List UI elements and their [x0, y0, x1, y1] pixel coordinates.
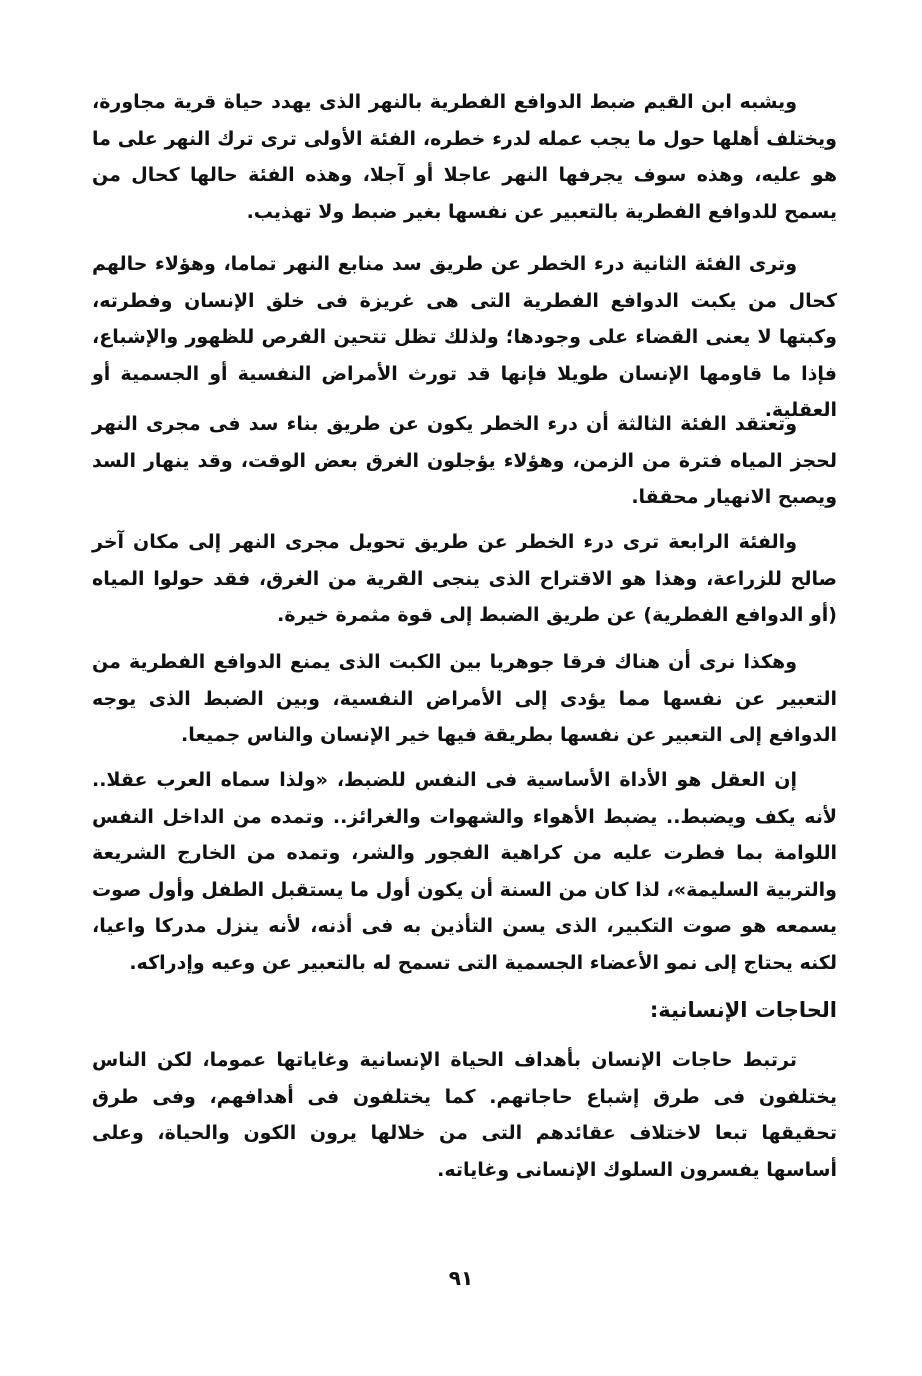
paragraph-fourth-group [92, 524, 837, 634]
paragraph-intellect [92, 762, 837, 981]
paragraph-second-group [92, 246, 837, 429]
paragraph-repression-vs-control [92, 644, 837, 754]
paragraph-third-group [92, 406, 837, 516]
section-heading-human-needs: الحاجات الإنسانية: [649, 998, 837, 1022]
paragraph-human-needs [92, 1042, 837, 1188]
paragraph-ibn-qayyim-river [92, 84, 837, 230]
paragraph-text: إن العقل هو الأداة الأساسية فى النفس للضبط، «ولذا سماه العرب عقلا.. لأنه يكف ويضبط.. يضبط الأهواء والشهوات والغرائز.. وتمده من الداخل النفس اللوامة بما فطرت عليه من كراهية الفجور والشر، وتمده من الخارج الشريعة والتربية السليمة»، لذا كان من السنة أن يكون أول ما يستقبل الطفل وأول صوت يسمعه هو صوت التكبير، الذى يسن التأذين به فى أذنه، لأنه ينزل مدركا واعيا، لكنه يحتاج إلى نمو الأعضاء الجسمية التى تسمح له بالتعبير عن وعيه وإدراكه. [92, 769, 837, 974]
paragraph-text: وهكذا نرى أن هناك فرقا جوهريا بين الكبت الذى يمنع الدوافع الفطرية من التعبير عن نفسها مما يؤدى إلى الأمراض النفسية، وبين الضبط الذى يوجه الدوافع إلى التعبير عن نفسها بطريقة فيها خير الإنسان والناس جميعا. [92, 651, 837, 746]
paragraph-text: والفئة الرابعة ترى درء الخطر عن طريق تحويل مجرى النهر إلى مكان آخر صالح للزراعة، وهذا هو الاقتراح الذى ينجى القرية من الغرق، فقد حولوا المياه (أو الدوافع الفطرية) عن طريق الضبط إلى قوة مثمرة خيرة. [92, 531, 837, 626]
paragraph-text: وتعتقد الفئة الثالثة أن درء الخطر يكون عن طريق بناء سد فى مجرى النهر لحجز المياه فترة من الزمن، وهؤلاء يؤجلون الغرق بعض الوقت، وقد ينهار السد ويصبح الانهيار محققا. [92, 413, 837, 508]
paragraph-text: وترى الفئة الثانية درء الخطر عن طريق سد منابع النهر تماما، وهؤلاء حالهم كحال من يكبت الدوافع الفطرية التى هى غريزة فى خلق الإنسان وفطرته، وكبتها لا يعنى القضاء على وجودها؛ ولذلك تظل تتحين الفرص للظهور والإشباع، فإذا ما قاومها الإنسان طويلا فإنها قد تورث الأمراض النفسية أو الجسمية أو العقلية. [92, 253, 837, 421]
paragraph-text: ويشبه ابن القيم ضبط الدوافع الفطرية بالنهر الذى يهدد حياة قرية مجاورة، ويختلف أهلها حول ما يجب عمله لدرء خطره، الفئة الأولى ترى ترك النهر على ما هو عليه، وهذه سوف يجرفها النهر عاجلا أو آجلا، وهذه الفئة حالها كحال من يسمح للدوافع الفطرية بالتعبير عن نفسها بغير ضبط ولا تهذيب. [92, 91, 837, 223]
paragraph-text: ترتبط حاجات الإنسان بأهداف الحياة الإنسانية وغاياتها عموما، لكن الناس يختلفون فى طرق إشباع حاجاتهم. كما يختلفون فى أهدافهم، وفى طرق تحقيقها تبعا لاختلاف عقائدهم التى من خلالها يرون الكون والحياة، وعلى أساسها يفسرون السلوك الإنسانى وغاياته. [92, 1049, 837, 1181]
page-number: ٩١ [448, 1266, 474, 1290]
